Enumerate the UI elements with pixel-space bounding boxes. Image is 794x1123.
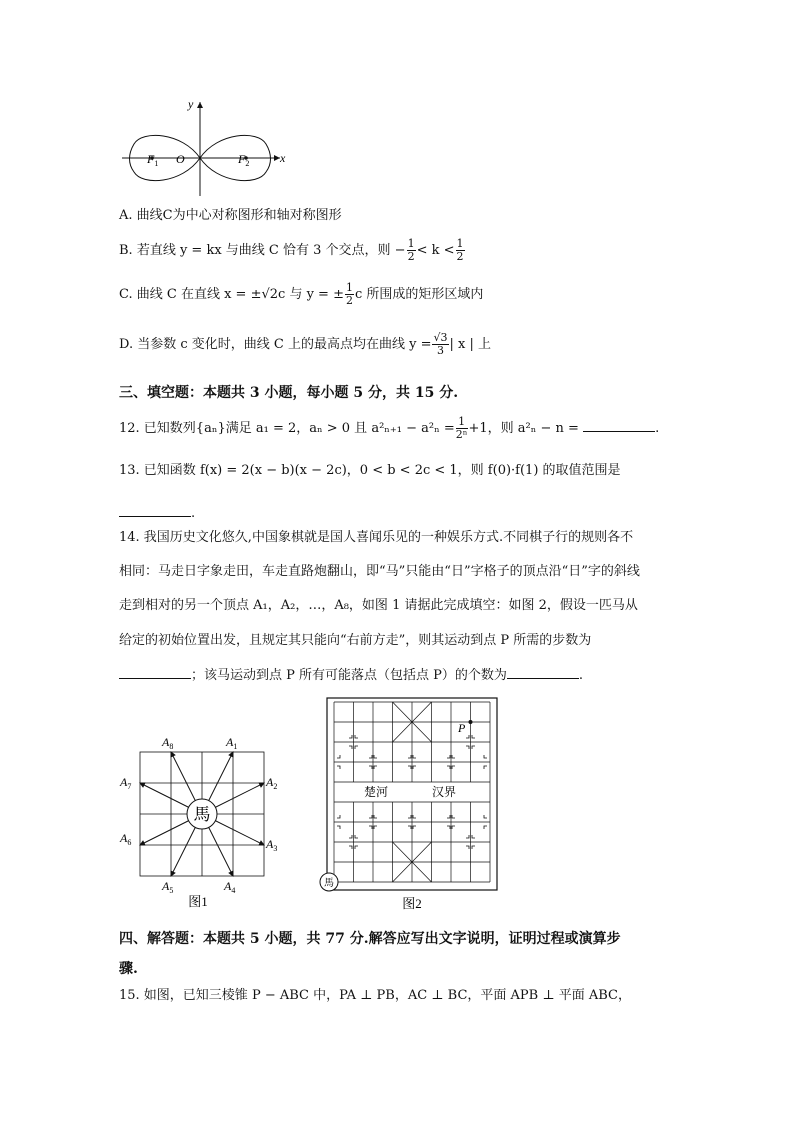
q12-frac: $\frac{1}{\text{2ⁿ}}$	[455, 415, 468, 441]
label-a7: $A_7$	[120, 775, 132, 791]
q14-line1: 14. 我国历史文化悠久,中国象棋就是国人喜闻乐见的一种娱乐方式.不同棋子行的规则各不	[119, 530, 634, 545]
point-p-label: P	[458, 721, 466, 735]
fig1-horse-label: 馬	[193, 805, 211, 824]
label-a4: $A_4$	[224, 879, 236, 895]
figure-1-knight-moves	[118, 730, 290, 910]
focus2-label: $F_2$	[238, 152, 250, 168]
option-d-text: D. 当参数 c 变化时，曲线 C 上的最高点均在曲线 y =	[119, 337, 432, 352]
option-a: A. 曲线C为中心对称图形和轴对称图形	[119, 208, 342, 223]
q14-line2: 相同：马走日字象走田，车走直路炮翻山，即“马”只能由“日”字格子的顶点沿“日”字的斜线	[119, 564, 640, 579]
label-a1: $A_1$	[226, 735, 238, 751]
section-3-heading: 三、填空题：本题共 3 小题，每小题 5 分，共 15 分.	[119, 385, 459, 401]
river-left-label: 楚河	[363, 785, 389, 799]
question-12: 12. 已知数列{aₙ}满足 a₁ = 2，aₙ > 0 且 a²ₙ₊₁ − a²ₙ = $\frac{1}{\text{2ⁿ}}$ +1，则 a²ₙ − n = .	[119, 415, 660, 441]
option-c	[119, 282, 483, 307]
label-a2: $A_2$	[266, 775, 278, 791]
q14-line3: 走到相对的另一个顶点 A₁，A₂，…，A₈，如图 1 请据此完成填空：如图 2，假设一匹马从	[119, 598, 638, 613]
option-b-frac2: $\frac{1}{2}$	[456, 237, 464, 263]
question-15: 15. 如图，已知三棱锥 P − ABC 中，PA ⊥ PB，AC ⊥ BC，平面 APB ⊥ 平面 ABC，	[119, 988, 631, 1003]
option-c-post: c 所围成的矩形区域内	[354, 287, 484, 302]
label-a5: $A_5$	[162, 879, 174, 895]
option-d-post: | x | 上	[449, 337, 491, 352]
q12-answer-blank[interactable]	[583, 417, 655, 432]
option-d	[119, 332, 491, 357]
option-d-frac: $\frac{√3}{3}$	[433, 331, 448, 357]
figure-2-chess-board	[316, 694, 506, 912]
q14-line5-text: ；该马运动到点 P 所有可能落点（包括点 P）的个数为	[191, 668, 507, 683]
question-13: 13. 已知函数 f(x) = 2(x − b)(x − 2c)，0 < b < 2c < 1，则 f(0)·f(1) 的取值范围是	[119, 463, 621, 478]
q14-blank-1[interactable]	[119, 664, 191, 679]
label-a8: $A_8$	[162, 735, 174, 751]
board-grid	[334, 702, 490, 882]
option-b-text: B. 若直线 y = kx 与曲线 C 恰有 3 个交点，则 −	[119, 243, 406, 258]
option-b-frac1: $\frac{1}{2}$	[407, 237, 415, 263]
lemniscate-figure	[118, 92, 298, 202]
fig2-horse-label: 馬	[324, 878, 334, 889]
river-right-label: 汉界	[431, 785, 457, 799]
option-b-mid: < k <	[416, 243, 455, 258]
section-4-heading: 四、解答题：本题共 5 小题，共 77 分.解答应写出文字说明，证明过程或演算步	[119, 931, 621, 947]
label-a3: $A_3$	[266, 837, 278, 853]
option-b	[119, 238, 466, 263]
q14-blank-2[interactable]	[507, 664, 579, 679]
fig2-caption: 图2	[402, 896, 422, 911]
option-c-frac: $\frac{1}{2}$	[345, 281, 353, 307]
point-p-marker	[469, 720, 473, 724]
q14-line4: 给定的初始位置出发，且规定其只能向“右前方走”，则其运动到点 P 所需的步数为	[119, 633, 592, 648]
label-a6: $A_6$	[120, 831, 132, 847]
option-c-text: C. 曲线 C 在直线 x = ±√2c 与 y = ±	[119, 287, 344, 302]
fig1-caption: 图1	[188, 894, 208, 909]
q12-post: +1，则 a²ₙ − n =	[468, 421, 579, 436]
q14-line5: ；该马运动到点 P 所有可能落点（包括点 P）的个数为 .	[119, 664, 583, 686]
q13-answer-line: .	[119, 502, 195, 521]
x-axis-label: x	[280, 151, 286, 165]
y-axis-label: y	[188, 97, 194, 111]
origin-label: O	[176, 152, 185, 166]
q13-answer-blank[interactable]	[119, 502, 191, 517]
section-4-heading-cont: 骤.	[119, 961, 138, 977]
focus1-label: $F_1$	[147, 152, 159, 168]
q12-text: 12. 已知数列{aₙ}满足 a₁ = 2，aₙ > 0 且 a²ₙ₊₁ − a²ₙ =	[119, 421, 455, 436]
